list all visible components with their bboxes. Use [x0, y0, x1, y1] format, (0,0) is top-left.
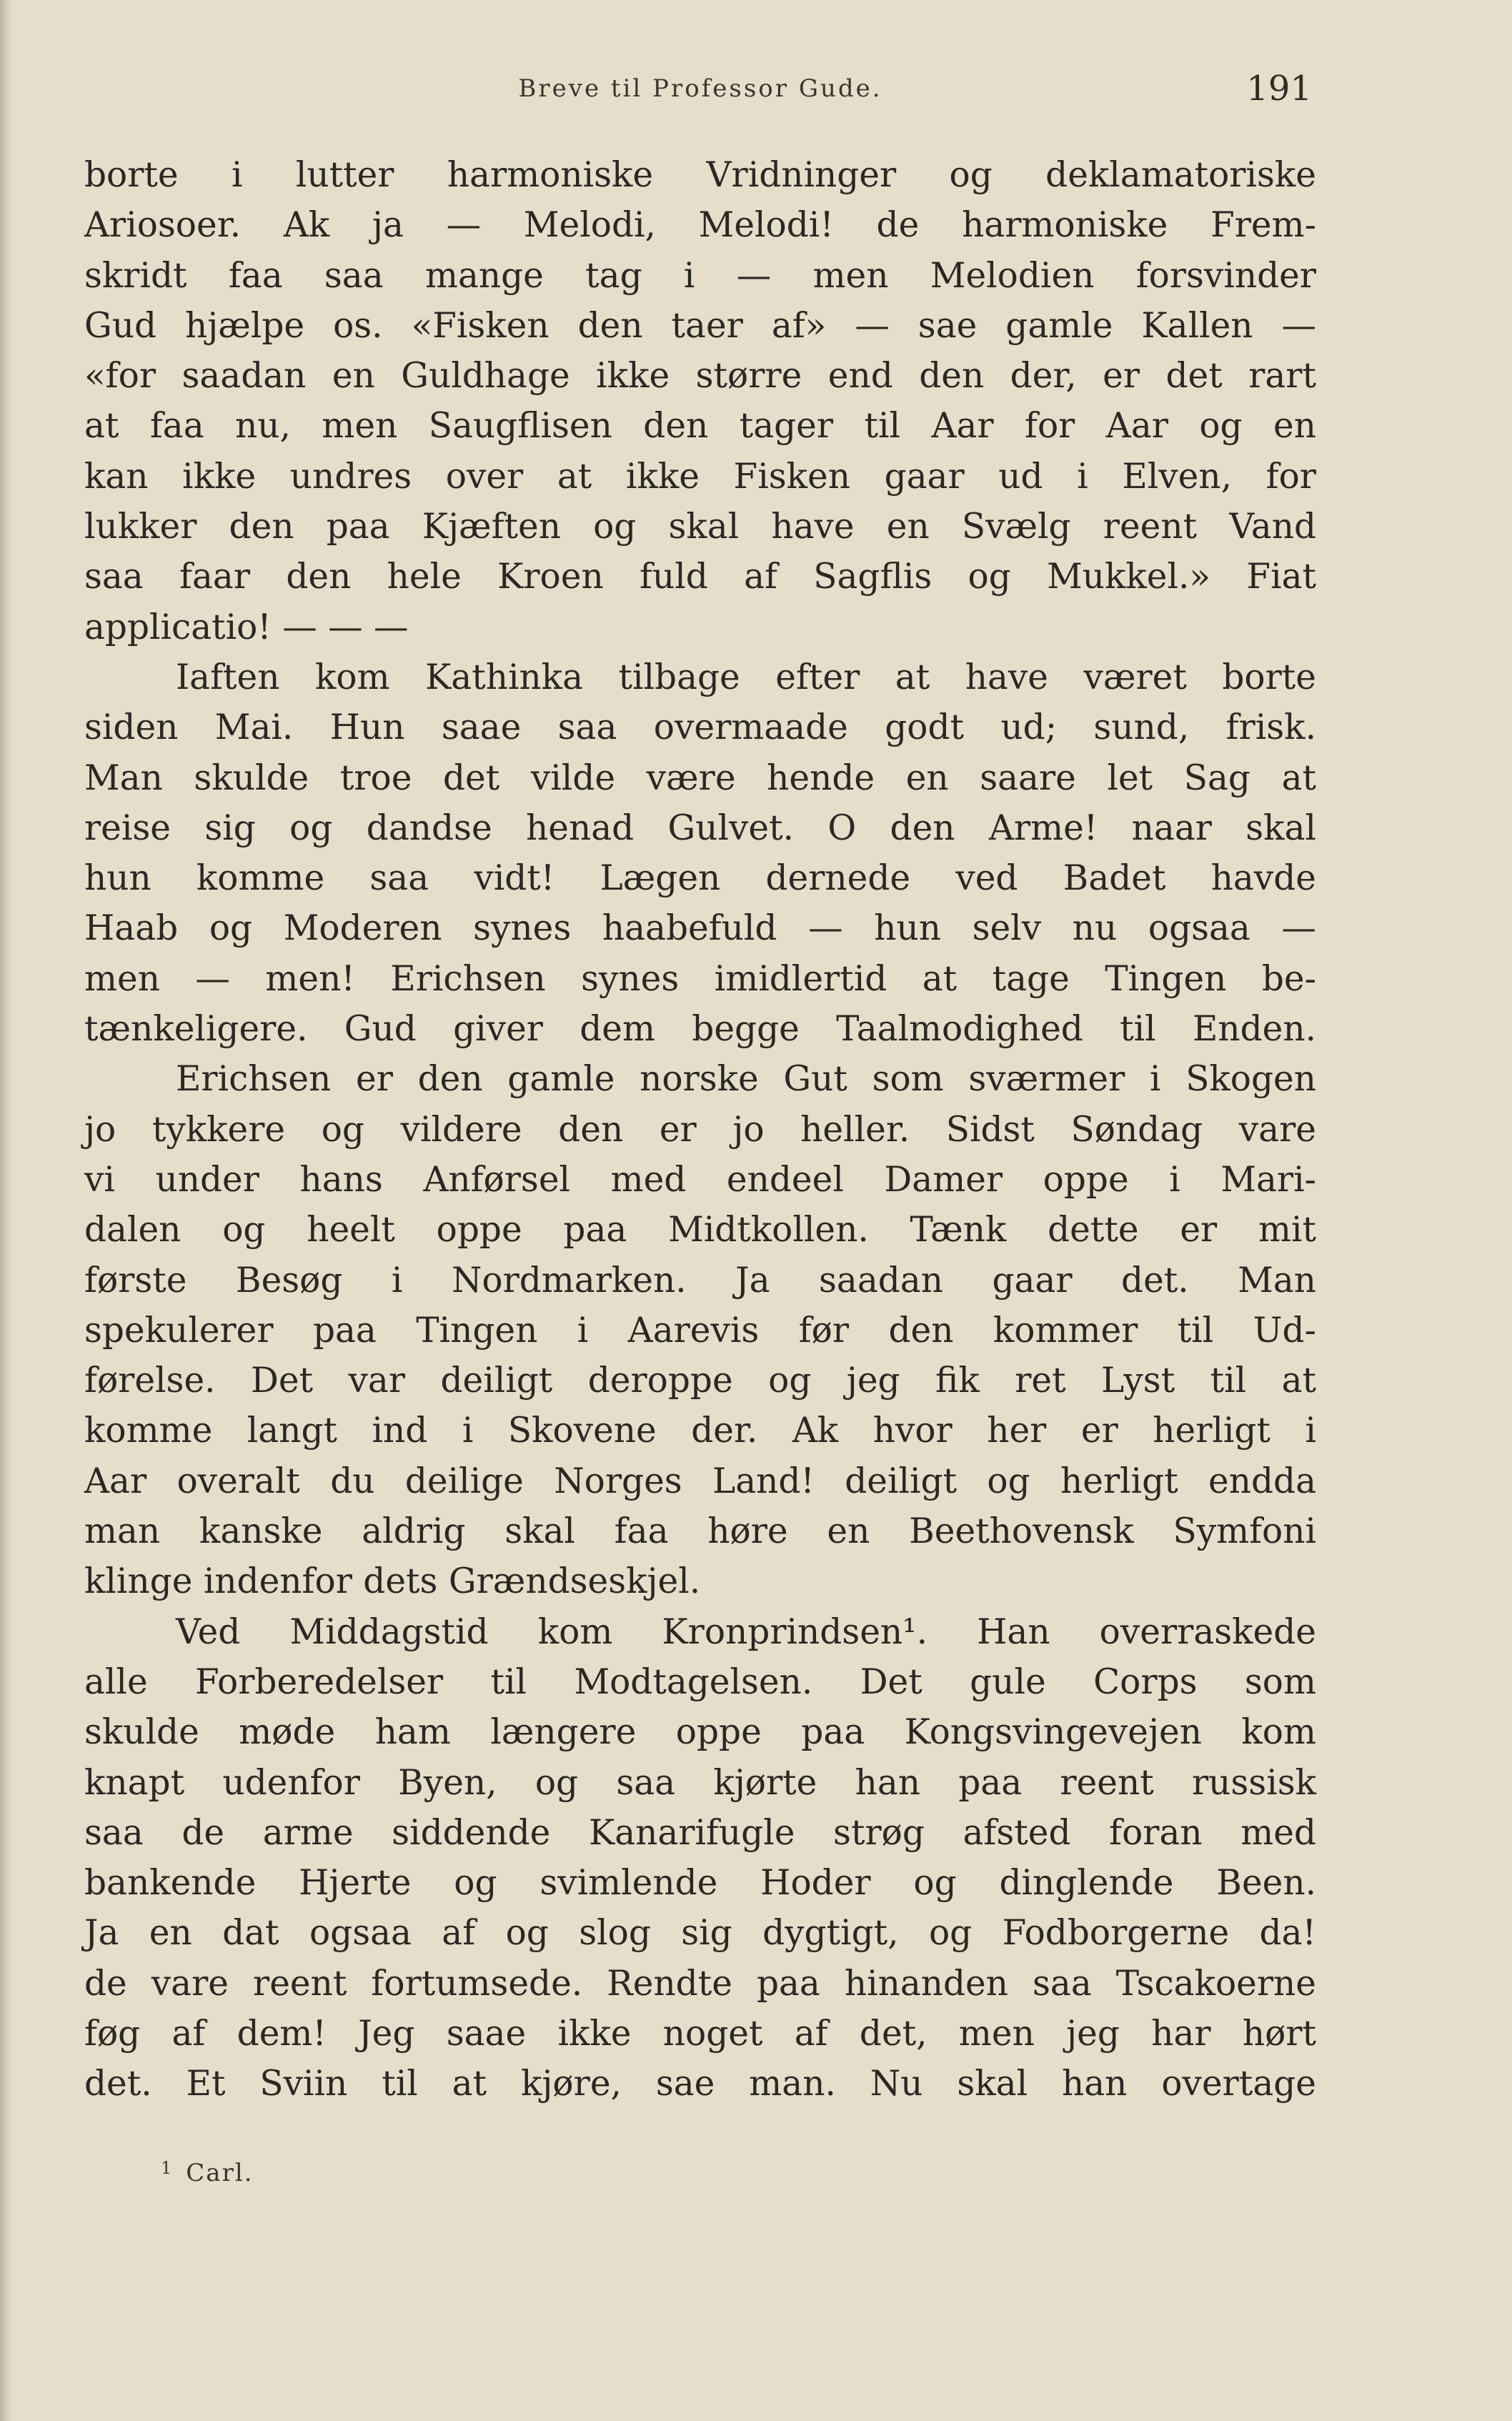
body-text [84, 150, 1316, 2109]
text-line: saa de arme siddende Kanarifugle strøg afsted foran med [84, 1812, 1316, 1853]
text-line: kan ikke undres over at ikke Fisken gaar ud i Elven, for [84, 456, 1316, 497]
paragraph-start-line: Iaften kom Kathinka tilbage efter at have været borte [176, 657, 1316, 697]
text-line: Haab og Moderen synes haabefuld — hun selv nu ogsaa — [84, 908, 1316, 949]
text-line: klinge indenfor dets Grændseskjel. [84, 1561, 701, 1602]
text-line: skridt faa saa mange tag i — men Melodien forsvinder [84, 255, 1316, 296]
text-line: jo tykkere og vildere den er jo heller. Sidst Søndag vare [84, 1109, 1316, 1150]
text-line: reise sig og dandse henad Gulvet. O den Arme! naar skal [84, 807, 1316, 848]
page-number: 191 [1246, 69, 1312, 109]
footnote [161, 2151, 254, 2190]
running-header [84, 69, 1316, 126]
text-line: vi under hans Anførsel med endeel Damer oppe i Mari- [84, 1159, 1316, 1200]
text-line: tænkeligere. Gud giver dem begge Taalmodighed til Enden. [84, 1009, 1316, 1050]
paragraph-start-line: Ved Middagstid kom Kronprindsen¹. Han overraskede [176, 1611, 1316, 1652]
text-line: siden Mai. Hun saae saa overmaade godt ud; sund, frisk. [84, 707, 1316, 748]
text-line: hun komme saa vidt! Lægen dernede ved Badet havde [84, 858, 1316, 899]
text-line: Man skulde troe det vilde være hende en saare let Sag at [84, 757, 1316, 798]
page-binding-edge [0, 0, 11, 2421]
text-line: applicatio! — — — [84, 607, 409, 647]
text-line: føg af dem! Jeg saae ikke noget af det, men jeg har hørt [84, 2013, 1316, 2054]
text-line: Gud hjælpe os. «Fisken den taer af» — sae gamle Kallen — [84, 305, 1316, 346]
text-line: de vare reent fortumsede. Rendte paa hinanden saa Tscakoerne [84, 1963, 1316, 2004]
running-title: Breve til Professor Gude. [518, 74, 882, 103]
text-line: man kanske aldrig skal faa høre en Beethovensk Symfoni [84, 1511, 1316, 1552]
text-line: «for saadan en Guldhage ikke større end den der, er det rart [84, 356, 1316, 397]
text-line: Ariosoer. Ak ja — Melodi, Melodi! de harmoniske Frem- [84, 205, 1316, 246]
text-line: førelse. Det var deiligt deroppe og jeg fik ret Lyst til at [84, 1361, 1316, 1401]
text-line: Aar overalt du deilige Norges Land! deiligt og herligt endda [84, 1461, 1316, 1501]
footnote-text: Carl. [186, 2159, 254, 2187]
text-line: komme langt ind i Skovene der. Ak hvor her er herligt i [84, 1411, 1316, 1451]
text-line: lukker den paa Kjæften og skal have en Svælg reent Vand [84, 507, 1316, 547]
paragraph-start-line: Erichsen er den gamle norske Gut som sværmer i Skogen [176, 1059, 1316, 1100]
text-line: dalen og heelt oppe paa Midtkollen. Tænk dette er mit [84, 1210, 1316, 1251]
footnote-marker: 1 [161, 2158, 174, 2178]
text-line: spekulerer paa Tingen i Aarevis før den kommer til Ud- [84, 1310, 1316, 1351]
text-line: knapt udenfor Byen, og saa kjørte han paa reent russisk [84, 1762, 1316, 1803]
text-line: det. Et Sviin til at kjøre, sae man. Nu skal han overtage [84, 2064, 1316, 2104]
text-line: første Besøg i Nordmarken. Ja saadan gaar det. Man [84, 1260, 1316, 1301]
text-line: bankende Hjerte og svimlende Hoder og dinglende Been. [84, 1863, 1316, 1904]
text-line: borte i lutter harmoniske Vridninger og deklamatoriske [84, 155, 1316, 195]
text-line: men — men! Erichsen synes imidlertid at tage Tingen be- [84, 958, 1316, 999]
text-line: alle Forberedelser til Modtagelsen. Det gule Corps som [84, 1661, 1316, 1702]
text-line: at faa nu, men Saugflisen den tager til Aar for Aar og en [84, 406, 1316, 447]
text-line: saa faar den hele Kroen fuld af Sagflis og Mukkel.» Fiat [84, 557, 1316, 597]
text-line: Ja en dat ogsaa af og slog sig dygtigt, og Fodborgerne da! [84, 1913, 1316, 1954]
text-line: skulde møde ham længere oppe paa Kongsvingevejen kom [84, 1712, 1316, 1753]
